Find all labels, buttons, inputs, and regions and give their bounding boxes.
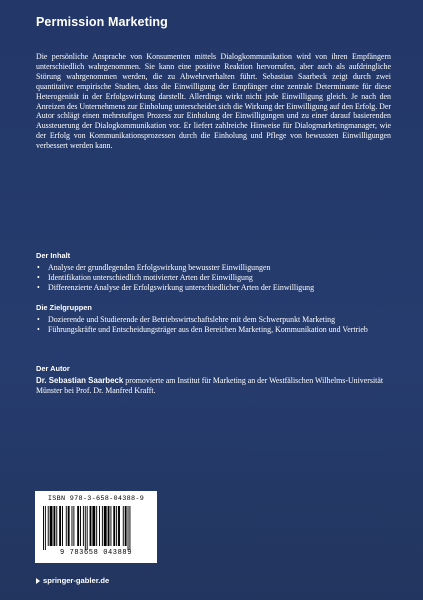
barcode-bar — [125, 506, 127, 546]
barcode-bar — [43, 506, 44, 550]
section-heading-autor: Der Autor — [36, 364, 70, 373]
book-description: Die persönliche Ansprache von Konsumenten mittels Dialogkommunikation wird von ihren Empfängern unterschiedlich wahrgenommen. Sie kann eine positive Reaktion hervorrufen, aber auch als aufdringliche Störung wahrgenommen werden, die zu Abwehrverhalten führt. Sebastian Saarbeck zeigt durch zwei quantitative empirische Studien, dass die Einwilligung der Empfänger eine zentrale Determinante für diese Heterogenität in der Erfolgswirkung darstellt. Allerdings wirkt nicht jede Einwilligung gleich. Je nach den Anreizen des Unternehmens zur Einholung unterscheidet sich die Wirkung der Einwilligung auf den Erfolg. Der Autor schlägt einen mehrstufigen Prozess zur Einholung der Einwilligungen und zu einer darauf basierenden Aussteuerung der Dialogkommunikation vor. Er liefert zahlreiche Hinweise für Dialogmarketingmanager, wie der Erfolg von Kommunikationsprozessen durch die Einholung und Pflege von bewussten Einwilligungen verbessert werden kann. — [36, 52, 391, 151]
publisher-website-link[interactable] — [36, 576, 109, 585]
barcode-bar — [116, 506, 117, 546]
barcode-bar — [53, 506, 55, 546]
barcode-bar — [123, 506, 124, 546]
barcode-bar — [83, 506, 84, 546]
barcode-bar — [108, 506, 110, 546]
list-item: • Identifikation unterschiedlich motivierter Arten der Einwilligung — [36, 273, 391, 283]
section-zielgruppen — [36, 303, 391, 335]
inhalt-list — [36, 263, 391, 293]
book-title: Permission Marketing — [36, 15, 168, 29]
barcode-bar — [68, 506, 70, 546]
barcode-bar — [104, 506, 107, 546]
section-heading-inhalt: Der Inhalt — [36, 251, 71, 260]
arrow-right-icon — [36, 578, 40, 584]
author-bio-text: promovierte am Institut für Marketing an der Westfälischen Wilhelms-Universität Münster bei Prof. Dr. Manfred Krafft. — [36, 376, 384, 395]
publisher-website-text: springer-gabler.de — [43, 576, 110, 585]
barcode-bar — [56, 506, 57, 546]
barcode-bar — [128, 506, 129, 550]
section-inhalt — [36, 251, 391, 293]
barcode-bar — [45, 506, 46, 550]
barcode-bar — [96, 506, 97, 546]
zielgruppen-list — [36, 315, 391, 335]
list-item: • Analyse der grundlegenden Erfolgswirkung bewusster Einwilligungen — [36, 263, 391, 273]
barcode-bar — [77, 506, 79, 546]
barcode-bar — [59, 506, 61, 546]
author-name: Dr. Sebastian Saarbeck — [36, 376, 124, 385]
barcode-bar — [90, 506, 92, 546]
author-bio — [36, 376, 391, 396]
barcode-bar — [129, 506, 130, 550]
barcode-bar — [66, 506, 67, 546]
barcode-bar — [72, 506, 73, 546]
barcode-bar — [110, 506, 111, 546]
barcode-bar — [102, 506, 103, 546]
isbn-barcode-box — [35, 491, 157, 563]
list-item: • Differenzierte Analyse der Erfolgswirkung unterschiedlicher Arten der Einwilligung — [36, 283, 391, 293]
barcode-bar — [48, 506, 49, 546]
barcode-icon — [41, 506, 151, 550]
section-heading-zielgruppen: Die Zielgruppen — [36, 303, 92, 312]
barcode-bar — [73, 506, 74, 546]
section-autor — [36, 364, 391, 396]
barcode-bar — [113, 506, 115, 546]
barcode-bar — [80, 506, 81, 546]
barcode-bar — [118, 506, 120, 546]
list-item: • Dozierende und Studierende der Betriebswirtschaftslehre mit dem Schwerpunkt Marketing — [36, 315, 391, 325]
barcode-bar — [87, 506, 88, 550]
barcode-bar — [99, 506, 100, 546]
barcode-bar — [62, 506, 63, 546]
barcode-bar — [85, 506, 86, 550]
list-item: • Führungskräfte und Entscheidungsträger aus den Bereichen Marketing, Kommunikation und Vertrieb — [36, 325, 391, 335]
barcode-bar — [50, 506, 53, 546]
barcode-bar — [92, 506, 95, 546]
isbn-label: ISBN 978-3-658-04388-9 — [47, 495, 145, 503]
barcode-digits: 9 783658 043889 — [59, 549, 132, 557]
